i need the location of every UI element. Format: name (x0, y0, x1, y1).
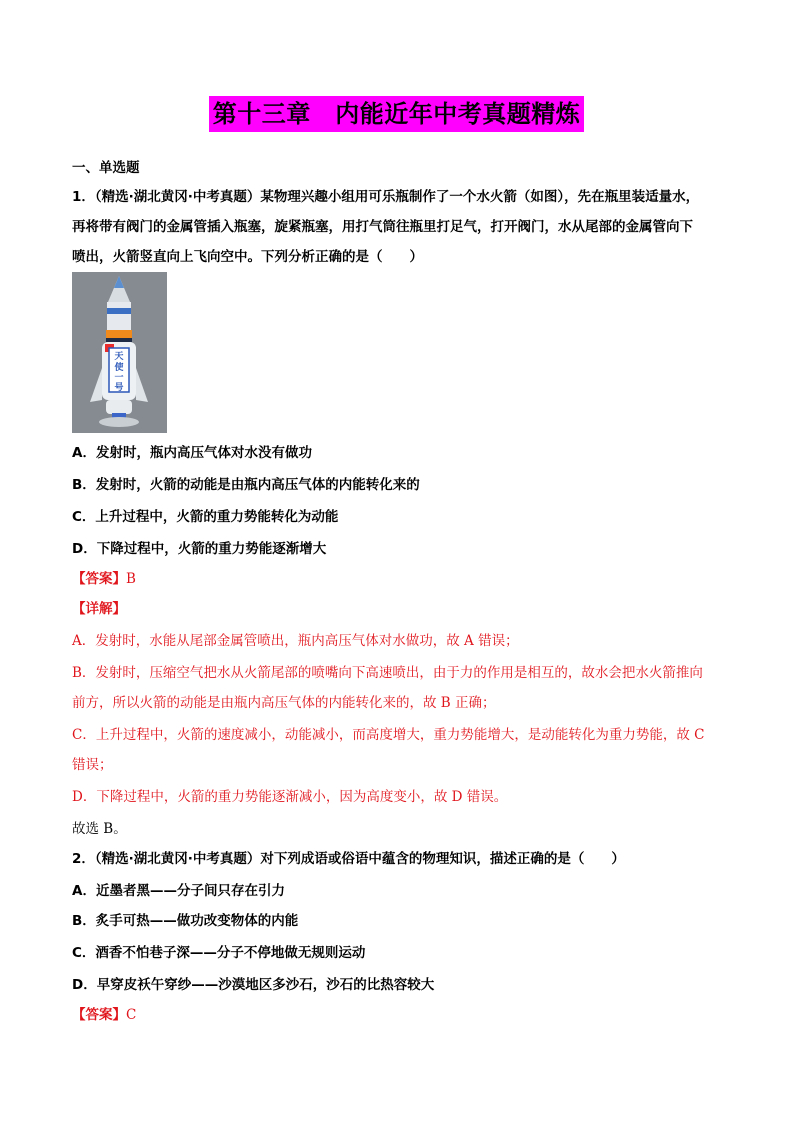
q2-option-d: D．早穿皮袄午穿纱——沙漠地区多沙石，沙石的比热容较大 (72, 977, 435, 993)
q1-answer (72, 569, 732, 589)
q1-option-b: B．发射时，火箭的动能是由瓶内高压气体的内能转化来的 (72, 477, 420, 493)
q1-answer-tag: 【答案】 (72, 571, 126, 587)
section-heading: 一、单选题 (72, 160, 140, 176)
water-rocket-illustration (72, 272, 167, 433)
q1-detail-line-4: C．上升过程中，火箭的速度减小，动能减小，而高度增大，重力势能增大，是动能转化为重力势能，故 C (72, 727, 705, 743)
q1-detail-line-2: B．发射时，压缩空气把水从火箭尾部的喷嘴向下高速喷出，由于力的作用是相互的，故水会把水火箭推向 (72, 665, 703, 681)
q2-option-c: C．酒香不怕巷子深——分子不停地做无规则运动 (72, 945, 366, 961)
rocket-label-char-1: 天 (114, 352, 124, 362)
water-rocket-image (72, 272, 167, 433)
rocket-label-char-2: 使 (114, 363, 124, 373)
rocket-label-char-4: 号 (114, 383, 124, 393)
q2-option-a: A．近墨者黑——分子间只存在引力 (72, 883, 285, 899)
q2-answer-value: C (126, 1007, 137, 1023)
title-wrap (0, 96, 793, 132)
q1-option-a: A．发射时，瓶内高压气体对水没有做功 (72, 445, 312, 461)
q2-option-b: B．炙手可热——做功改变物体的内能 (72, 913, 299, 929)
q1-option-c: C．上升过程中，火箭的重力势能转化为动能 (72, 509, 339, 525)
q1-option-d: D．下降过程中，火箭的重力势能逐渐增大 (72, 541, 327, 557)
q1-detail-line-5: 错误； (72, 757, 113, 773)
q2-answer (72, 1005, 732, 1025)
q1-answer-value: B (126, 571, 136, 587)
q1-detail-line-6: D．下降过程中，火箭的重力势能逐渐减小，因为高度变小，故 D 错误。 (72, 789, 508, 805)
q1-stem-line-1: 1．（精选·湖北黄冈·中考真题）某物理兴趣小组用可乐瓶制作了一个水火箭（如图），先在瓶里装适量水， (72, 189, 700, 205)
rocket-label-char-3: 一 (114, 373, 124, 383)
q2-stem: 2．（精选·湖北黄冈·中考真题）对下列成语或俗语中蕴含的物理知识，描述正确的是（ ） (72, 851, 625, 867)
q2-answer-tag: 【答案】 (72, 1007, 126, 1023)
page-title: 第十三章 内能近年中考真题精炼 (209, 96, 585, 132)
q1-detail-line-1: A．发射时，水能从尾部金属管喷出，瓶内高压气体对水做功，故 A 错误； (72, 633, 519, 649)
q1-conclusion: 故选 B。 (72, 821, 127, 837)
q1-detail-line-3: 前方，所以火箭的动能是由瓶内高压气体的内能转化来的，故 B 正确； (72, 695, 496, 711)
q1-stem-line-2: 再将带有阀门的金属管插入瓶塞，旋紧瓶塞，用打气筒往瓶里打足气，打开阀门，水从尾部的金属管向下 (72, 219, 693, 235)
q1-detail-tag: 【详解】 (72, 601, 126, 617)
q1-stem-line-3: 喷出，火箭竖直向上飞向空中。下列分析正确的是（ ） (72, 249, 423, 265)
